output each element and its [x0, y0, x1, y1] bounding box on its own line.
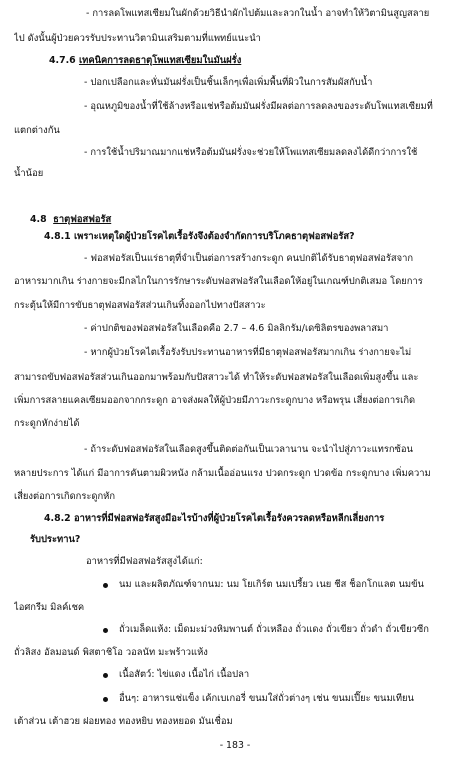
- bullet-icon: [103, 628, 108, 633]
- subsection-number: 4.8.1: [44, 231, 71, 242]
- paragraph-line: อาหารที่มีฟอสฟอรัสสูงได้แก่:: [86, 556, 203, 567]
- bullet-item-cont: เต้าส่วน เต้าฮวย ฝอยทอง ทองหยิบ ทองหยอด มันเชื่อม: [14, 716, 233, 727]
- paragraph-line: หลายประการ ได้แก่ มีอาการคันตามผิวหนัง กล้ามเนื้ออ่อนแรง ปวดกระดูก ปวดข้อ กระดูกบาง เพิ่มความ: [14, 468, 431, 479]
- paragraph-line: อาหารมากเกิน ร่างกายจะมีกลไกในการรักษาระดับฟอสฟอรัสในเลือดให้อยู่ในเกณฑ์ปกติเสมอ โดยการ: [14, 276, 423, 287]
- bullet-icon: [103, 697, 108, 702]
- list-item: - การใช้น้ำปริมาณมากแช่หรือต้มมันฝรั่งจะช่วยให้โพแทสเซียมลดลงได้ดีกว่าการใช้: [84, 147, 418, 158]
- paragraph-line: - ฟอสฟอรัสเป็นแร่ธาตุที่จำเป็นต่อการสร้างกระดูก คนปกติได้รับธาตุฟอสฟอรัสจาก: [84, 253, 414, 264]
- list-item-cont: น้ำน้อย: [14, 168, 44, 179]
- section-number: 4.8: [30, 214, 47, 225]
- subsection-number: 4.8.2: [44, 513, 71, 524]
- subsection-heading-4-7-6: [49, 53, 452, 69]
- page-number: - 183 -: [219, 740, 251, 751]
- paragraph-line: - ถ้าระดับฟอสฟอรัสในเลือดสูงขึ้นติดต่อกันเป็นเวลานาน จะนำไปสู่ภาวะแทรกซ้อน: [84, 444, 413, 455]
- bullet-item: เนื้อสัตว์: ไข่แดง เนื้อไก่ เนื้อปลา: [119, 669, 250, 680]
- paragraph-line: สามารถขับฟอสฟอรัสส่วนเกินออกมาพร้อมกับปัสสาวะได้ ทำให้ระดับฟอสฟอรัสในเลือดเพิ่มสูงขึ้น และ: [14, 372, 419, 383]
- list-item: - ปอกเปลือกและหั่นมันฝรั่งเป็นชิ้นเล็กๆเพื่อเพิ่มพื้นที่ผิวในการสัมผัสกับน้ำ: [84, 77, 373, 88]
- bullet-item-cont: ไอศกรีม มิลค์เชค: [14, 602, 85, 613]
- bullet-icon: [103, 583, 108, 588]
- paragraph-line: เสี่ยงต่อการเกิดกระดูกหัก: [14, 491, 116, 502]
- list-item: - อุณหภูมิของน้ำที่ใช้ล้างหรือแช่หรือต้มมันฝรั่งมีผลต่อการลดลงของระดับโพแทสเซียมที่: [84, 101, 433, 112]
- section-title: ธาตุฟอสฟอรัส: [53, 214, 112, 225]
- paragraph-line: กระดูกหักง่ายได้: [14, 418, 80, 429]
- subsection-title-cont: รับประทาน?: [30, 534, 81, 545]
- paragraph-line: - หากผู้ป่วยโรคไตเรื้อรังรับประทานอาหารที่มีธาตุฟอสฟอรัสมากเกิน ร่างกายจะไม่: [84, 347, 412, 358]
- paragraph-line: - การลดโพแทสเซียมในผักด้วยวิธีนำผักไปต้มและลวกในน้ำ อาจทำให้วิตามินสูญสลาย: [86, 8, 430, 19]
- list-item-cont: แตกต่างกัน: [14, 125, 60, 136]
- subsection-heading-4-8-1: [44, 229, 452, 245]
- paragraph-line: กระตุ้นให้มีการขับธาตุฟอสฟอรัสส่วนเกินทิ้งออกไปทางปัสสาวะ: [14, 300, 266, 311]
- section-heading-4-8: [30, 212, 452, 228]
- subsection-title: อาหารที่มีฟอสฟอรัสสูงมีอะไรบ้างที่ผู้ป่วยโรคไตเรื้อรังควรลดหรือหลีกเลี่ยงการ: [73, 513, 385, 524]
- bullet-item: นม และผลิตภัณฑ์จากนม: นม โยเกิร์ต นมเปรี้ยว เนย ชีส ช็อกโกแลต นมข้น: [119, 579, 424, 590]
- bullet-item: อื่นๆ: อาหารแช่แข็ง เค้กเบเกอรี่ ขนมใส่ถั่วต่างๆ เช่น ขนมเปี๊ยะ ขนมเทียน: [119, 693, 414, 704]
- bullet-item-cont: ถั่วลิสง อัลมอนด์ พิสตาชิโอ วอลนัท มะพร้าวแห้ง: [14, 647, 208, 658]
- subsection-number: 4.7.6: [49, 55, 76, 66]
- subsection-title: เทคนิคการลดธาตุโพแทสเซียมในมันฝรั่ง: [78, 55, 242, 66]
- bullet-icon: [103, 673, 108, 678]
- subsection-title: เพราะเหตุใดผู้ป่วยโรคไตเรื้อรังจึงต้องจำกัดการบริโภคธาตุฟอสฟอรัส?: [73, 231, 355, 242]
- paragraph-line: - ค่าปกติของฟอสฟอรัสในเลือดคือ 2.7 – 4.6 มิลลิกรัม/เดซิลิตรของพลาสมา: [84, 323, 389, 334]
- paragraph-line: ไป ดังนั้นผู้ป่วยควรรับประทานวิตามินเสริมตามที่แพทย์แนะนำ: [14, 33, 261, 44]
- paragraph-line: เพิ่มการสลายแคลเซียมออกจากกระดูก อาจส่งผลให้ผู้ป่วยมีภาวะกระดูกบาง หรือพรุน เสี่ยงต่อการเกิด: [14, 395, 416, 406]
- subsection-heading-4-8-2: [44, 511, 452, 527]
- bullet-item: ถั่วเมล็ดแห้ง: เม็ดมะม่วงหิมพานต์ ถั่วเหลือง ถั่วแดง ถั่วเขียว ถั่วดำ ถั่วเขียวซีก: [119, 624, 429, 635]
